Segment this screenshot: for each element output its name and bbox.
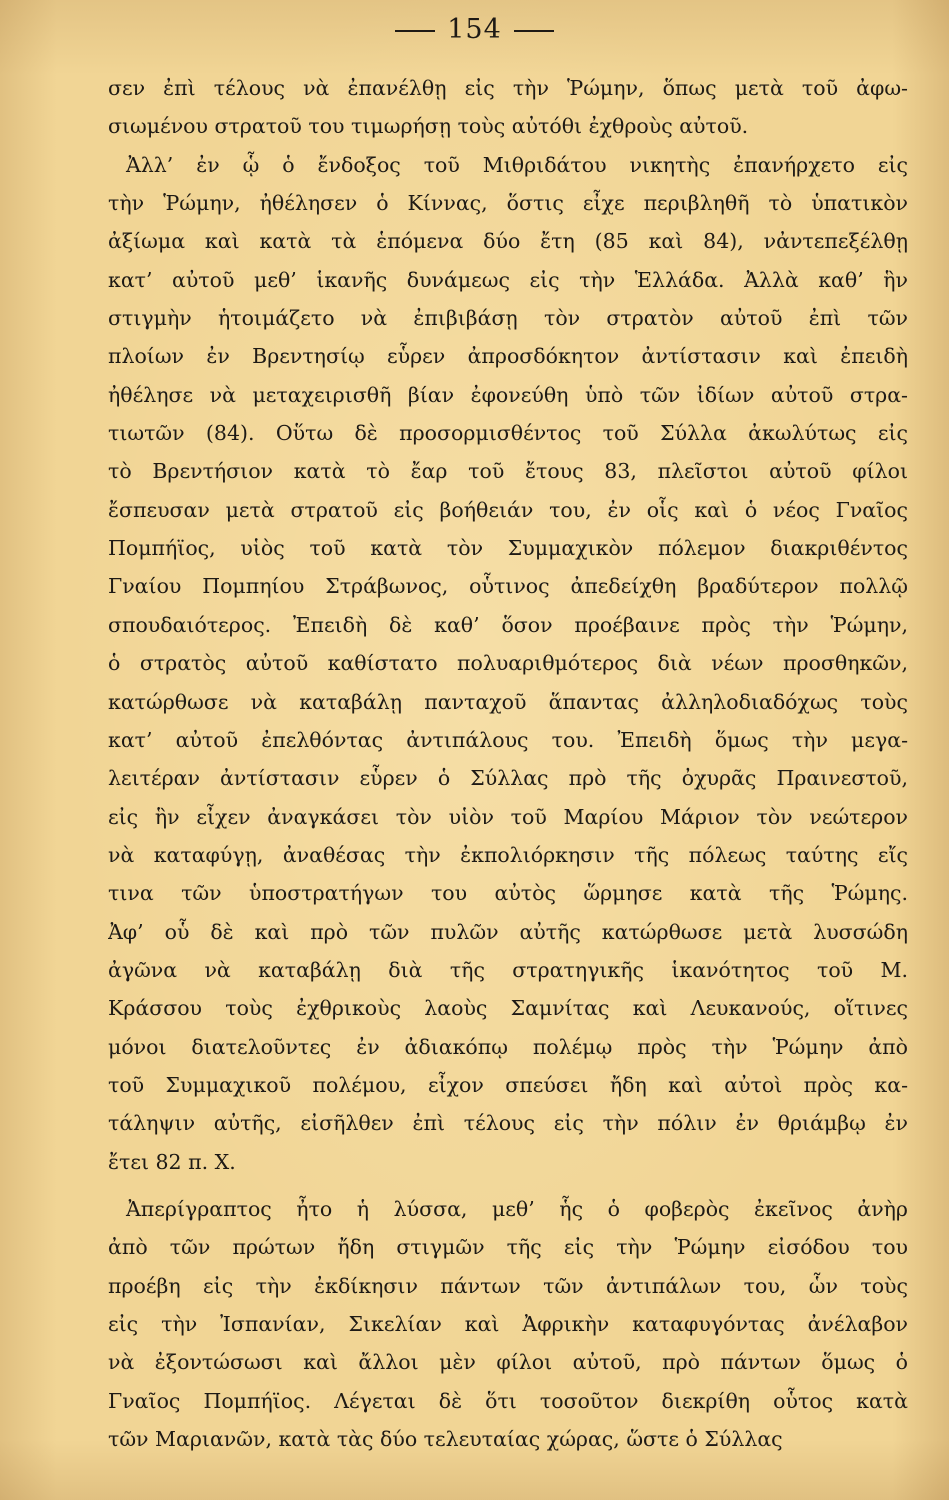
text-line: κατ’ αὐτοῦ ἐπελθόντας ἀντιπάλους του. Ἐπειδὴ ὅμως τὴν μεγα-: [108, 727, 908, 752]
text-line: σπουδαιότερος. Ἐπειδὴ δὲ καθ’ ὅσον προέβαινε πρὸς τὴν Ῥώμην,: [108, 612, 908, 637]
text-line: Ἀφ’ οὗ δὲ καὶ πρὸ τῶν πυλῶν αὐτῆς κατώρθωσε μετὰ λυσσώδη: [108, 919, 908, 944]
text-line: ἠθέλησε νὰ μεταχειρισθῆ βίαν ἐφονεύθη ὑπὸ τῶν ἰδίων αὐτοῦ στρα-: [108, 382, 908, 407]
text-line: τὸ Βρεντήσιον κατὰ τὸ ἔαρ τοῦ ἔτους 83, πλεῖστοι αὐτοῦ φίλοι: [108, 459, 908, 484]
paragraph: [108, 146, 908, 1181]
text-line: λειτέραν ἀντίστασιν εὗρεν ὁ Σύλλας πρὸ τῆς ὀχυρᾶς Πραινεστοῦ,: [108, 766, 908, 791]
body-text: [108, 69, 908, 1458]
text-line: ἀξίωμα καὶ κατὰ τὰ ἑπόμενα δύο ἔτη (85 καὶ 84), νἀντεπεξέλθῃ: [108, 229, 908, 254]
header-dash-right: [514, 30, 554, 32]
text-line: σεν ἐπὶ τέλους νὰ ἐπανέλθῃ εἰς τὴν Ῥώμην, ὅπως μετὰ τοῦ ἀφω-: [108, 76, 908, 100]
paragraph-gap: [108, 1181, 908, 1190]
text-line: ὁ στρατὸς αὐτοῦ καθίστατο πολυαριθμότερος διὰ νέων προσθηκῶν,: [108, 651, 908, 676]
text-line: πλοίων ἐν Βρεντησίῳ εὗρεν ἀπροσδόκητον ἀντίστασιν καὶ ἐπειδὴ: [108, 344, 908, 369]
text-line: τιωτῶν (84). Οὕτω δὲ προσορμισθέντος τοῦ Σύλλα ἀκωλύτως εἰς: [108, 421, 908, 446]
header-dash-left: [395, 30, 435, 32]
text-line: στιγμὴν ἡτοιμάζετο νὰ ἐπιβιβάσῃ τὸν στρατὸν αὐτοῦ ἐπὶ τῶν: [108, 306, 908, 331]
text-line: Πομπήϊος, υἱὸς τοῦ κατὰ τὸν Συμμαχικὸν πόλεμον διακριθέντος: [108, 536, 908, 561]
page-number: 154: [447, 14, 502, 45]
text-line: νὰ καταφύγῃ, ἀναθέσας τὴν ἐκπολιόρκησιν τῆς πόλεως ταύτης εἴς: [108, 842, 908, 867]
text-line: Ἀπερίγραπτος ἦτο ἡ λύσσα, μεθ’ ἧς ὁ φοβερὸς ἐκεῖνος ἀνὴρ: [126, 1196, 908, 1221]
text-line: Ἀλλ’ ἐν ᾧ ὁ ἔνδοξος τοῦ Μιθριδάτου νικητὴς ἐπανήρχετο εἰς: [126, 152, 908, 177]
text-line: τοῦ Συμμαχικοῦ πολέμου, εἶχον σπεύσει ἤδη καὶ αὐτοὶ πρὸς κα-: [108, 1072, 908, 1097]
text-line: νὰ ἐξοντώσωσι καὶ ἄλλοι μὲν φίλοι αὐτοῦ, πρὸ πάντων ὅμως ὁ: [108, 1350, 908, 1375]
text-line: κατώρθωσε νὰ καταβάλῃ πανταχοῦ ἅπαντας ἀλληλοδιαδόχως τοὺς: [108, 689, 908, 714]
text-line: ἀπὸ τῶν πρώτων ἤδη στιγμῶν τῆς εἰς τὴν Ῥώμην εἰσόδου του: [108, 1235, 908, 1260]
text-line: τὴν Ῥώμην, ἠθέλησεν ὁ Κίννας, ὅστις εἶχε περιβληθῆ τὸ ὑπατικὸν: [108, 191, 908, 216]
paragraph: [108, 1190, 908, 1458]
paragraph: [108, 69, 908, 146]
text-line: τῶν Μαριανῶν, κατὰ τὰς δύο τελευταίας χώρας, ὥστε ὁ Σύλλας: [108, 1427, 783, 1452]
text-line: ἔτει 82 π. Χ.: [108, 1149, 236, 1174]
text-line: Γναίου Πομπηίου Στράβωνος, οὗτινος ἀπεδείχθη βραδύτερον πολλῷ: [108, 574, 908, 599]
text-line: Γναῖος Πομπήϊος. Λέγεται δὲ ὅτι τοσοῦτον διεκρίθη οὗτος κατὰ: [108, 1388, 908, 1413]
text-line: προέβη εἰς τὴν ἐκδίκησιν πάντων τῶν ἀντιπάλων του, ὧν τοὺς: [108, 1273, 908, 1298]
text-line: εἰς ἣν εἶχεν ἀναγκάσει τὸν υἱὸν τοῦ Μαρίου Μάριον τὸν νεώτερον: [108, 804, 908, 829]
text-line: κατ’ αὐτοῦ μεθ’ ἱκανῆς δυνάμεως εἰς τὴν Ἑλλάδα. Ἀλλὰ καθ’ ἣν: [108, 267, 908, 292]
text-line: σιωμένου στρατοῦ του τιμωρήσῃ τοὺς αὐτόθι ἐχθροὺς αὐτοῦ.: [108, 114, 749, 139]
text-line: τινα τῶν ὑποστρατήγων του αὐτὸς ὥρμησε κατὰ τῆς Ῥώμης.: [108, 881, 908, 906]
text-line: Κράσσου τοὺς ἐχθρικοὺς λαοὺς Σαμνίτας καὶ Λευκανούς, οἵτινες: [108, 996, 908, 1021]
text-line: μόνοι διατελοῦντες ἐν ἀδιακόπῳ πολέμῳ πρὸς τὴν Ῥώμην ἀπὸ: [108, 1034, 908, 1059]
text-line: ἔσπευσαν μετὰ στρατοῦ εἰς βοήθειάν του, ἐν οἷς καὶ ὁ νέος Γναῖος: [108, 497, 908, 522]
text-line: ἀγῶνα νὰ καταβάλῃ διὰ τῆς στρατηγικῆς ἱκανότητος τοῦ Μ.: [108, 957, 908, 982]
text-line: τάληψιν αὐτῆς, εἰσῆλθεν ἐπὶ τέλους εἰς τὴν πόλιν ἐν θριάμβῳ ἐν: [108, 1111, 908, 1136]
page-header: [0, 14, 949, 45]
text-line: εἰς τὴν Ἰσπανίαν, Σικελίαν καὶ Ἀφρικὴν καταφυγόντας ἀνέλαβον: [108, 1312, 908, 1336]
